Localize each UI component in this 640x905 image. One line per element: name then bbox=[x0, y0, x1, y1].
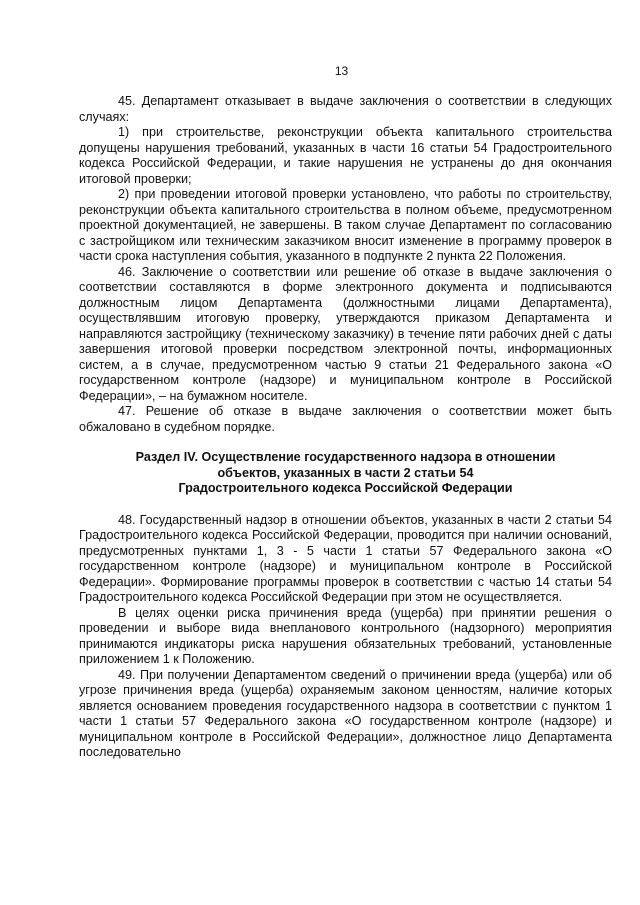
paragraph-47: 47. Решение об отказе в выдаче заключения о соответствии может быть обжаловано в судебном порядке. bbox=[79, 404, 612, 434]
paragraph-46: 46. Заключение о соответствии или решение об отказе в выдаче заключения о соответствии составляются в форме электронного документа и подписываются должностным лицом Департамента (должностными лицами Департамента), осуществлявшим итоговую проверку, утверждаются приказом Департамента и направляются застройщику (техническому заказчику) в течение пяти рабочих дней с даты завершения итоговой проверки посредством электронной почты, информационных систем, а в случае, предусмотренном частью 9 статьи 21 Федерального закона «О государственном контроле (надзоре) и муниципальном контроле в Российской Федерации», – на бумажном носителе. bbox=[79, 264, 612, 403]
page-number: 13 bbox=[334, 64, 349, 78]
section-heading-line-1: Раздел IV. Осуществление государственного надзора в отношении bbox=[135, 450, 556, 464]
section-heading-line-2: объектов, указанных в части 2 статьи 54 bbox=[217, 465, 474, 480]
section-heading-line-3: Градостроительного кодекса Российской Федерации bbox=[178, 481, 513, 495]
paragraph-48-risk: В целях оценки риска причинения вреда (ущерба) при принятии решения о проведении и выборе вида внепланового контрольного (надзорного) мероприятия принимаются индикаторы риска нарушения обязательных требований, установленные приложением 1 к Положению. bbox=[79, 605, 612, 666]
paragraph-48: 48. Государственный надзор в отношении объектов, указанных в части 2 статьи 54 Градостроительного кодекса Российской Федерации, проводится при наличии оснований, предусмотренных пунктами 1, 3 - 5 части 1 статьи 57 Федерального закона «О государственном контроле (надзоре) и муниципальном контроле в Российской Федерации». Формирование программы проверок в соответствии с частью 14 статьи 54 Градостроительного кодекса Российской Федерации при этом не осуществляется. bbox=[79, 512, 612, 604]
section-heading bbox=[79, 450, 612, 497]
paragraph-45-item-2: 2) при проведении итоговой проверки установлено, что работы по строительству, реконструкции объекта капитального строительства в полном объеме, предусмотренном проектной документацией, не завершены. В таком случае Департамент по согласованию с застройщиком или техническим заказчиком вносит изменение в программу проверок в части срока наступления события, указанного в подпункте 2 пункта 22 Положения. bbox=[79, 187, 612, 263]
paragraph-45-item-1: 1) при строительстве, реконструкции объекта капитального строительства допущены нарушения требований, указанных в части 16 статьи 54 Градостроительного кодекса Российской Федерации, и такие нарушения не устранены до дня окончания итоговой проверки; bbox=[79, 125, 612, 186]
paragraph-45: 45. Департамент отказывает в выдаче заключения о соответствии в следующих случаях: bbox=[79, 94, 612, 124]
paragraph-49: 49. При получении Департаментом сведений о причинении вреда (ущерба) или об угрозе причинения вреда (ущерба) охраняемым законом ценностям, наличие которых является основанием проведения государственного надзора в соответствии с пунктом 1 части 1 статьи 57 Федерального закона «О государственном контроле (надзоре) и муниципальном контроле в Российской Федерации», должностное лицо Департамента последовательно bbox=[79, 667, 612, 759]
